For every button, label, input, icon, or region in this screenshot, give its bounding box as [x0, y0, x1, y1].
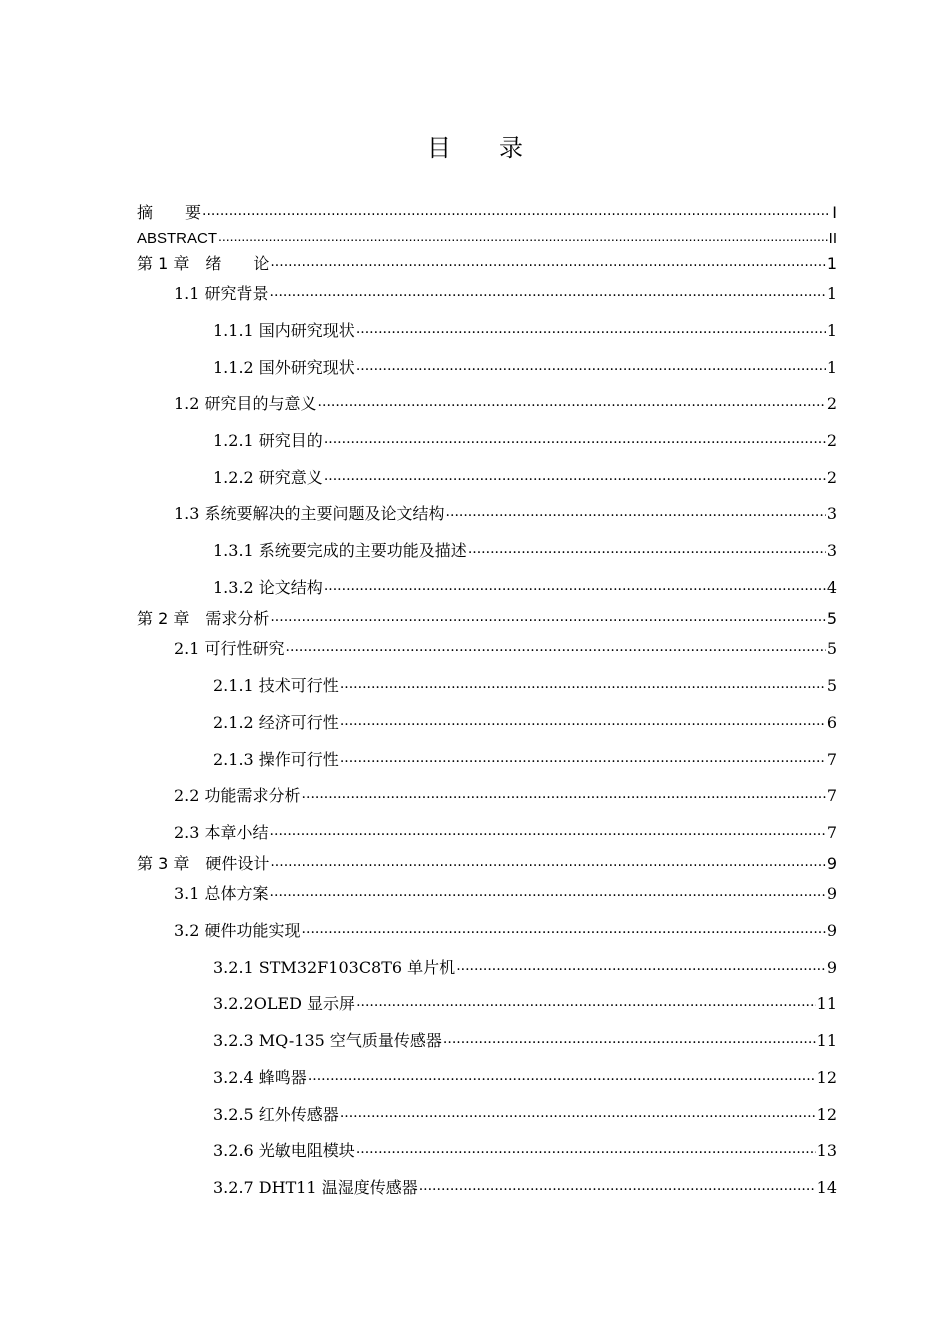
toc-entry-page: 9 [826, 884, 837, 903]
toc-entry[interactable] [213, 431, 837, 451]
toc-leader [356, 1142, 816, 1156]
toc-entry-page: 5 [826, 639, 837, 658]
toc-leader [324, 432, 826, 446]
toc-entry[interactable] [213, 358, 837, 378]
toc-entry-page: 6 [826, 713, 837, 732]
toc-entry[interactable] [213, 1068, 837, 1088]
toc-entry-page: 7 [826, 823, 837, 842]
toc-entry-label: 3.2.7 DHT11 温湿度传感器 [213, 1178, 418, 1197]
toc-entry-label: 1.3.2 论文结构 [213, 578, 323, 597]
toc-entry-page: 4 [826, 578, 837, 597]
toc-leader [302, 787, 826, 801]
toc-leader [340, 677, 826, 691]
toc-leader [456, 959, 826, 973]
toc-entry[interactable] [213, 750, 837, 770]
toc-entry-page: 9 [826, 958, 837, 977]
toc-entry-label: 3.1 总体方案 [174, 884, 269, 903]
toc-leader [270, 824, 826, 838]
toc-leader [340, 714, 826, 728]
toc-entry-page: 2 [826, 431, 837, 450]
toc-entry-page: 1 [826, 321, 837, 340]
toc-entry[interactable] [213, 1178, 837, 1198]
toc-entry[interactable] [213, 958, 837, 978]
toc-entry-label: 3.2.1 STM32F103C8T6 单片机 [213, 958, 456, 977]
toc-entry-page: 9 [826, 854, 837, 873]
toc-leader [302, 922, 826, 936]
toc-entry[interactable] [174, 394, 837, 414]
toc-entry-page: 5 [826, 609, 837, 628]
toc-entry-label: 1.3.1 系统要完成的主要功能及描述 [213, 541, 467, 560]
toc-leader [324, 579, 826, 593]
toc-entry[interactable] [213, 468, 837, 488]
toc-entry[interactable] [213, 1031, 837, 1051]
toc-entry[interactable] [174, 504, 837, 524]
toc-entry[interactable] [213, 676, 837, 696]
toc-entry[interactable] [213, 321, 837, 341]
toc-leader [318, 395, 826, 409]
toc-entry-label: 1.2.2 研究意义 [213, 468, 323, 487]
toc-entry-page: 9 [826, 921, 837, 940]
toc-leader [270, 610, 825, 624]
toc-entry[interactable] [174, 823, 837, 843]
toc-entry-label: 1.2.1 研究目的 [213, 431, 323, 450]
toc-entry-page: I [832, 203, 837, 222]
toc-leader [308, 1069, 816, 1083]
toc-entry-page: 5 [826, 676, 837, 695]
toc-entry-page: 13 [816, 1141, 837, 1160]
toc-entry[interactable] [137, 854, 837, 874]
toc-entry-page: 2 [826, 394, 837, 413]
toc-entry-page: 1 [826, 254, 837, 273]
toc-leader [356, 359, 826, 373]
toc-entry-label: 第 2 章 需求分析 [137, 609, 270, 628]
toc-leader [270, 255, 825, 269]
toc-entry-label: 2.1.3 操作可行性 [213, 750, 339, 769]
toc-entry-label: 3.2.3 MQ-135 空气质量传感器 [213, 1031, 442, 1050]
toc-entry[interactable] [174, 639, 837, 659]
toc-entry[interactable] [213, 541, 837, 561]
toc-entry[interactable] [137, 609, 837, 629]
toc-entry-label: 3.2.5 红外传感器 [213, 1105, 339, 1124]
toc-entry-label: 1.3 系统要解决的主要问题及论文结构 [174, 504, 445, 523]
toc-entry-page: 14 [816, 1178, 837, 1197]
toc-entry-page: 11 [816, 1031, 837, 1050]
toc-entry[interactable] [174, 884, 837, 904]
toc-entry-page: 2 [826, 468, 837, 487]
toc-entry-label: 1.1.1 国内研究现状 [213, 321, 355, 340]
toc-entry-label: 2.2 功能需求分析 [174, 786, 301, 805]
toc-entry-page: 7 [826, 786, 837, 805]
toc-entry-page: 12 [816, 1105, 837, 1124]
toc-entry-label: 3.2 硬件功能实现 [174, 921, 301, 940]
toc-entry[interactable] [213, 1141, 837, 1161]
toc-entry-page: 1 [826, 358, 837, 377]
toc-leader [468, 542, 826, 556]
toc-leader [270, 885, 826, 899]
toc-leader [218, 229, 828, 243]
toc-entry-label: 3.2.4 蜂鸣器 [213, 1068, 307, 1087]
toc-entry-page: 3 [826, 541, 837, 560]
toc-entry-label: 3.2.2OLED 显示屏 [213, 994, 356, 1013]
toc-leader [443, 1032, 816, 1046]
toc-entry-label: 2.1.1 技术可行性 [213, 676, 339, 695]
toc-entry[interactable] [174, 786, 837, 806]
toc-leader [356, 995, 816, 1009]
toc-entry[interactable] [174, 921, 837, 941]
toc-entry[interactable] [137, 229, 837, 249]
toc-title [0, 128, 950, 163]
toc-entry-label: 摘 要 [137, 203, 202, 222]
toc-leader [446, 505, 826, 519]
toc-leader [202, 204, 831, 218]
toc-entry-label: 2.3 本章小结 [174, 823, 269, 842]
toc-leader [419, 1179, 816, 1193]
toc-entry-label: 3.2.6 光敏电阻模块 [213, 1141, 355, 1160]
toc-entry[interactable] [137, 254, 837, 274]
toc-entry[interactable] [213, 994, 837, 1014]
toc-entry[interactable] [137, 203, 837, 223]
toc-entry-label: 1.2 研究目的与意义 [174, 394, 317, 413]
toc-entry-label: 1.1.2 国外研究现状 [213, 358, 355, 377]
toc-entry-label: 第 3 章 硬件设计 [137, 854, 270, 873]
toc-entry-label: 2.1 可行性研究 [174, 639, 285, 658]
toc-leader [270, 855, 825, 869]
toc-title-right: 录 [499, 134, 523, 162]
toc-title-left: 目 [427, 134, 451, 162]
toc-leader [356, 322, 826, 336]
toc-entry-label: 1.1 研究背景 [174, 284, 269, 303]
toc-entry-label: 第 1 章 绪 论 [137, 254, 270, 273]
toc-leader [340, 751, 826, 765]
toc-entry-label: 2.1.2 经济可行性 [213, 713, 339, 732]
toc-entry[interactable] [213, 1105, 837, 1125]
toc-entry[interactable] [174, 284, 837, 304]
toc-entry-page: 1 [826, 284, 837, 303]
toc-entry-label: ABSTRACT [137, 230, 218, 247]
toc-leader [286, 640, 826, 654]
toc-entry[interactable] [213, 713, 837, 733]
toc-entry-page: 3 [826, 504, 837, 523]
toc-leader [340, 1106, 816, 1120]
toc-entry-page: 11 [816, 994, 837, 1013]
toc-entry-page: 12 [816, 1068, 837, 1087]
toc-entry[interactable] [213, 578, 837, 598]
toc-leader [270, 285, 826, 299]
toc-leader [324, 469, 826, 483]
toc-entry-page: 7 [826, 750, 837, 769]
toc-entry-page: II [828, 230, 837, 247]
